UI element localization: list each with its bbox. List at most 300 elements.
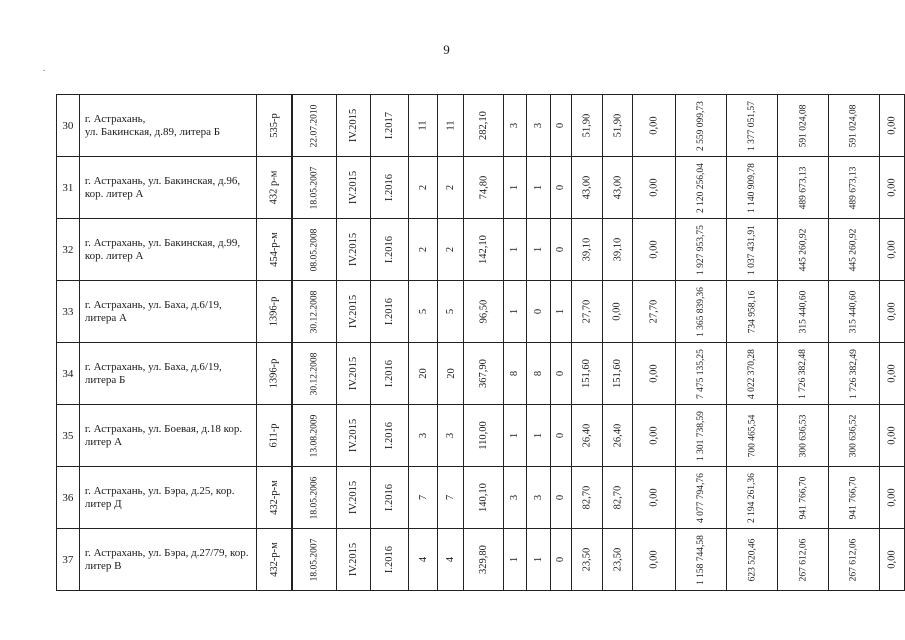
planned-start-cell: [337, 343, 371, 405]
address-cell: [79, 157, 256, 219]
premises-municipal-cell: [550, 95, 571, 157]
area-municipal-cell: [632, 467, 675, 529]
premises-total-text: 8: [509, 370, 521, 377]
cost-other-text: 0,00: [886, 116, 898, 135]
cost-local-text: 1 726 382,49: [848, 349, 859, 399]
planned-start-text: IV.2015: [348, 356, 360, 391]
premises-private-text: 8: [532, 370, 544, 377]
cost-total-text: 2 120 256,04: [696, 163, 707, 213]
premises-private-cell: [526, 281, 550, 343]
residents-to-relocate-cell: [438, 405, 464, 467]
cost-local-text: 267 612,06: [848, 538, 859, 582]
address-text: г. Астрахань, ул. Баха, д.6/19, литера А: [84, 298, 222, 324]
area-total-text: 39,10: [581, 237, 593, 262]
cost-local-text: 591 024,08: [848, 104, 859, 148]
residents-to-relocate-cell: [438, 343, 464, 405]
table-row: [57, 281, 905, 343]
document-number-cell: [256, 219, 292, 281]
address-cell: [79, 95, 256, 157]
row-number: 32: [57, 219, 80, 281]
premises-private-cell: [526, 529, 550, 591]
premises-municipal-cell: [550, 157, 571, 219]
residents-total-text: 7: [417, 494, 429, 501]
cost-local-cell: [828, 281, 879, 343]
cost-region-cell: [777, 467, 828, 529]
document-number-text: 432-р-м: [268, 542, 280, 577]
area-private-text: 43,00: [612, 175, 623, 200]
planned-start-text: IV.2015: [348, 542, 360, 577]
document-number-text: 611-р: [268, 423, 280, 448]
premises-total-cell: [503, 219, 526, 281]
premises-municipal-cell: [550, 529, 571, 591]
cost-local-text: 315 440,60: [848, 290, 859, 334]
cost-fund-text: 734 958,16: [747, 290, 757, 334]
row-number: 30: [57, 95, 80, 157]
address-text: г. Астрахань, ул. Боевая, д.18 кор. литер А: [84, 422, 243, 448]
cost-region-cell: [777, 219, 828, 281]
premises-municipal-text: 0: [555, 184, 567, 191]
area-private-text: 39,10: [612, 237, 623, 262]
premises-total-cell: [503, 281, 526, 343]
address-text: г. Астрахань, ул. Бакинская, д.99, кор. литер А: [84, 236, 241, 262]
address-cell: [79, 467, 256, 529]
residents-total-text: 4: [417, 556, 429, 563]
document-date-text: 30.12.2008: [309, 290, 320, 334]
cost-fund-cell: [727, 219, 778, 281]
residents-to-relocate-text: 11: [445, 120, 457, 131]
cost-fund-cell: [727, 405, 778, 467]
cost-local-text: 941 766,70: [848, 476, 859, 520]
residents-to-relocate-text: 4: [445, 556, 457, 563]
residents-total-text: 3: [417, 432, 429, 439]
premises-private-text: 3: [532, 494, 544, 501]
house-area-text: 329,80: [478, 545, 490, 574]
document-date-text: 13.08.2009: [309, 414, 320, 458]
house-area-cell: [464, 343, 503, 405]
planned-start-cell: [337, 95, 371, 157]
premises-total-cell: [503, 95, 526, 157]
area-private-text: 26,40: [612, 423, 623, 448]
house-area-cell: [464, 95, 503, 157]
area-private-text: 0,00: [612, 302, 623, 321]
document-number-cell: [256, 405, 292, 467]
area-municipal-cell: [632, 281, 675, 343]
cost-region-cell: [777, 95, 828, 157]
address-cell: [79, 219, 256, 281]
premises-municipal-cell: [550, 343, 571, 405]
cost-region-cell: [777, 281, 828, 343]
cost-other-cell: [879, 529, 904, 591]
cost-total-cell: [676, 343, 727, 405]
document-date-text: 18.05.2007: [309, 166, 320, 210]
cost-other-text: 0,00: [886, 240, 898, 259]
area-private-cell: [603, 467, 633, 529]
premises-private-cell: [526, 343, 550, 405]
area-private-cell: [603, 405, 633, 467]
premises-private-cell: [526, 467, 550, 529]
premises-private-text: 1: [532, 184, 544, 191]
area-total-text: 51,90: [581, 113, 593, 138]
premises-municipal-text: 0: [555, 432, 567, 439]
premises-total-cell: [503, 467, 526, 529]
document-date-cell: [292, 405, 336, 467]
premises-total-cell: [503, 157, 526, 219]
premises-total-cell: [503, 405, 526, 467]
cost-other-text: 0,00: [886, 364, 898, 383]
planned-start-cell: [337, 405, 371, 467]
premises-private-cell: [526, 95, 550, 157]
cost-region-text: 315 440,60: [797, 290, 808, 334]
planned-start-text: IV.2015: [348, 170, 360, 205]
table-row: [57, 467, 905, 529]
residents-total-text: 11: [417, 120, 429, 131]
area-total-cell: [571, 343, 602, 405]
document-date-cell: [292, 343, 336, 405]
residents-to-relocate-cell: [438, 157, 464, 219]
cost-fund-cell: [727, 343, 778, 405]
address-cell: [79, 405, 256, 467]
document-date-cell: [292, 467, 336, 529]
document-number-text: 535-р: [268, 113, 280, 138]
cost-region-text: 267 612,06: [797, 538, 808, 582]
premises-municipal-text: 0: [555, 494, 567, 501]
planned-end-cell: [371, 95, 409, 157]
area-private-cell: [603, 281, 633, 343]
document-date-cell: [292, 157, 336, 219]
table-row: [57, 219, 905, 281]
planned-start-cell: [337, 467, 371, 529]
area-municipal-cell: [632, 95, 675, 157]
address-cell: [79, 529, 256, 591]
cost-total-text: 1 365 839,36: [696, 287, 707, 337]
planned-start-cell: [337, 157, 371, 219]
premises-municipal-cell: [550, 467, 571, 529]
area-total-cell: [571, 529, 602, 591]
address-text: г. Астрахань, ул. Бэра, д.25, кор. литер Д: [84, 484, 235, 510]
area-municipal-text: 0,00: [648, 488, 660, 507]
residents-to-relocate-cell: [438, 219, 464, 281]
table-row: [57, 95, 905, 157]
document-number-cell: [256, 467, 292, 529]
planned-start-text: IV.2015: [348, 418, 360, 453]
area-total-cell: [571, 467, 602, 529]
planned-end-cell: [371, 529, 409, 591]
premises-private-text: 3: [532, 122, 544, 129]
cost-total-text: 1 301 738,59: [696, 411, 707, 461]
premises-total-cell: [503, 343, 526, 405]
premises-private-text: 1: [532, 556, 544, 563]
planned-start-cell: [337, 219, 371, 281]
table-row: [57, 157, 905, 219]
cost-fund-text: 2 194 261,36: [747, 473, 757, 523]
cost-local-cell: [828, 157, 879, 219]
premises-municipal-text: 0: [555, 246, 567, 253]
area-private-cell: [603, 95, 633, 157]
house-area-cell: [464, 467, 503, 529]
cost-total-text: 1 927 953,75: [696, 225, 707, 275]
premises-total-text: 1: [509, 308, 521, 315]
premises-private-text: 1: [532, 432, 544, 439]
document-number-cell: [256, 343, 292, 405]
cost-other-text: 0,00: [886, 550, 898, 569]
cost-region-cell: [777, 405, 828, 467]
cost-fund-text: 1 140 909,78: [747, 163, 757, 213]
planned-end-cell: [371, 343, 409, 405]
cost-other-cell: [879, 95, 904, 157]
table-body: [57, 95, 905, 591]
cost-fund-text: 623 520,46: [747, 538, 757, 582]
address-text: г. Астрахань, ул. Бакинская, д.96, кор. литер А: [84, 174, 241, 200]
area-municipal-cell: [632, 405, 675, 467]
document-date-cell: [292, 219, 336, 281]
area-municipal-cell: [632, 157, 675, 219]
row-number: 35: [57, 405, 80, 467]
cost-local-text: 300 636,52: [848, 414, 859, 458]
cost-total-cell: [676, 281, 727, 343]
house-area-text: 142,10: [478, 235, 490, 264]
area-municipal-text: 0,00: [648, 178, 660, 197]
document-date-text: 18.05.2007: [309, 538, 320, 582]
cost-total-cell: [676, 405, 727, 467]
planned-end-cell: [371, 281, 409, 343]
cost-other-text: 0,00: [886, 488, 898, 507]
cost-region-text: 1 726 382,48: [797, 349, 808, 399]
cost-local-cell: [828, 529, 879, 591]
premises-private-cell: [526, 219, 550, 281]
planned-end-cell: [371, 405, 409, 467]
cost-region-cell: [777, 343, 828, 405]
residents-to-relocate-text: 3: [445, 432, 457, 439]
planned-end-text: I.2016: [384, 297, 396, 326]
premises-municipal-text: 1: [555, 308, 567, 315]
residents-total-cell: [408, 405, 437, 467]
residents-total-cell: [408, 343, 437, 405]
premises-total-text: 3: [509, 494, 521, 501]
planned-end-text: I.2016: [384, 421, 396, 450]
planned-start-cell: [337, 281, 371, 343]
document-date-text: 30.12.2008: [309, 352, 320, 396]
area-total-cell: [571, 95, 602, 157]
area-total-cell: [571, 219, 602, 281]
cost-local-cell: [828, 343, 879, 405]
area-total-cell: [571, 405, 602, 467]
cost-total-cell: [676, 219, 727, 281]
premises-total-text: 3: [509, 122, 521, 129]
house-area-cell: [464, 405, 503, 467]
area-municipal-text: 0,00: [648, 426, 660, 445]
cost-fund-text: 700 465,54: [747, 414, 757, 458]
cost-fund-cell: [727, 281, 778, 343]
house-area-text: 96,50: [478, 299, 490, 324]
cost-fund-text: 1 037 431,91: [747, 225, 757, 275]
house-area-cell: [464, 529, 503, 591]
cost-total-text: 4 077 794,76: [696, 473, 707, 523]
premises-private-cell: [526, 405, 550, 467]
house-area-text: 367,90: [478, 359, 490, 388]
cost-other-text: 0,00: [886, 302, 898, 321]
document-number-cell: [256, 157, 292, 219]
residents-total-text: 5: [417, 308, 429, 315]
table-row: [57, 405, 905, 467]
cost-fund-cell: [727, 95, 778, 157]
planned-start-text: IV.2015: [348, 108, 360, 143]
residents-total-cell: [408, 281, 437, 343]
cost-region-text: 591 024,08: [797, 104, 808, 148]
area-municipal-text: 0,00: [648, 116, 660, 135]
premises-private-text: 0: [532, 308, 544, 315]
cost-other-cell: [879, 157, 904, 219]
planned-end-cell: [371, 467, 409, 529]
area-municipal-text: 27,70: [648, 299, 660, 324]
row-number: 37: [57, 529, 80, 591]
cost-fund-text: 4 022 370,28: [747, 349, 757, 399]
area-private-cell: [603, 343, 633, 405]
premises-total-text: 1: [509, 184, 521, 191]
row-number: 36: [57, 467, 80, 529]
premises-municipal-cell: [550, 219, 571, 281]
row-number: 34: [57, 343, 80, 405]
area-municipal-text: 0,00: [648, 550, 660, 569]
premises-municipal-cell: [550, 405, 571, 467]
residents-total-text: 2: [417, 184, 429, 191]
cost-other-text: 0,00: [886, 426, 898, 445]
cost-fund-cell: [727, 529, 778, 591]
cost-total-cell: [676, 157, 727, 219]
area-private-cell: [603, 529, 633, 591]
cost-other-cell: [879, 467, 904, 529]
planned-end-text: I.2017: [384, 111, 396, 140]
area-total-text: 82,70: [581, 485, 593, 510]
cost-region-text: 300 636,53: [797, 414, 808, 458]
house-area-cell: [464, 219, 503, 281]
cost-total-text: 2 559 099,73: [696, 101, 707, 151]
register-table: [56, 94, 905, 591]
area-total-cell: [571, 157, 602, 219]
residents-total-text: 20: [417, 368, 429, 379]
address-text: г. Астрахань, ул. Баха, д.6/19, литера Б: [84, 360, 222, 386]
premises-municipal-text: 0: [555, 556, 567, 563]
planned-end-cell: [371, 219, 409, 281]
document-date-cell: [292, 529, 336, 591]
area-private-text: 151,60: [612, 359, 623, 388]
planned-start-cell: [337, 529, 371, 591]
area-total-text: 43,00: [581, 175, 593, 200]
area-total-text: 27,70: [581, 299, 593, 324]
document-number-text: 454-р-м: [268, 232, 280, 267]
document-date-cell: [292, 95, 336, 157]
house-area-text: 282,10: [478, 111, 490, 140]
residents-to-relocate-text: 7: [445, 494, 457, 501]
area-private-text: 23,50: [612, 547, 623, 572]
address-cell: [79, 281, 256, 343]
cost-local-cell: [828, 405, 879, 467]
cost-total-text: 7 475 135,25: [696, 349, 707, 399]
residents-to-relocate-cell: [438, 281, 464, 343]
document-number-cell: [256, 95, 292, 157]
table-row: [57, 343, 905, 405]
area-private-text: 82,70: [612, 485, 623, 510]
area-private-cell: [603, 157, 633, 219]
cost-local-text: 445 260,92: [848, 228, 859, 272]
cost-fund-cell: [727, 157, 778, 219]
house-area-cell: [464, 281, 503, 343]
cost-region-cell: [777, 529, 828, 591]
area-private-cell: [603, 219, 633, 281]
residents-total-text: 2: [417, 246, 429, 253]
scan-mark: .: [43, 63, 46, 73]
cost-region-text: 489 673,13: [797, 166, 808, 210]
area-total-cell: [571, 281, 602, 343]
premises-total-text: 1: [509, 556, 521, 563]
planned-start-text: IV.2015: [348, 480, 360, 515]
residents-total-cell: [408, 157, 437, 219]
planned-start-text: IV.2015: [348, 232, 360, 267]
document-number-text: 432-р-м: [268, 480, 280, 515]
residents-to-relocate-text: 2: [445, 184, 457, 191]
area-total-text: 151,60: [581, 359, 593, 388]
cost-other-cell: [879, 281, 904, 343]
area-total-text: 23,50: [581, 547, 593, 572]
row-number: 33: [57, 281, 80, 343]
residents-total-cell: [408, 219, 437, 281]
residents-to-relocate-text: 5: [445, 308, 457, 315]
cost-region-text: 445 260,92: [797, 228, 808, 272]
area-municipal-text: 0,00: [648, 240, 660, 259]
premises-municipal-text: 0: [555, 122, 567, 129]
residents-to-relocate-cell: [438, 95, 464, 157]
planned-end-text: I.2016: [384, 545, 396, 574]
house-area-text: 74,80: [478, 175, 490, 200]
area-municipal-cell: [632, 529, 675, 591]
cost-fund-cell: [727, 467, 778, 529]
document-number-text: 1396-р: [268, 296, 280, 327]
premises-private-cell: [526, 157, 550, 219]
document-number-text: 432 р-м: [268, 170, 280, 205]
document-number-cell: [256, 529, 292, 591]
residents-total-cell: [408, 529, 437, 591]
area-private-text: 51,90: [612, 113, 623, 138]
cost-total-cell: [676, 467, 727, 529]
cost-local-cell: [828, 219, 879, 281]
page-number: 9: [443, 42, 450, 57]
planned-end-text: I.2016: [384, 359, 396, 388]
residents-to-relocate-text: 2: [445, 246, 457, 253]
cost-total-cell: [676, 529, 727, 591]
cost-local-cell: [828, 95, 879, 157]
planned-end-cell: [371, 157, 409, 219]
area-municipal-cell: [632, 219, 675, 281]
address-cell: [79, 343, 256, 405]
planned-end-text: I.2016: [384, 173, 396, 202]
premises-municipal-text: 0: [555, 370, 567, 377]
cost-other-cell: [879, 343, 904, 405]
premises-total-text: 1: [509, 246, 521, 253]
row-number: 31: [57, 157, 80, 219]
residents-to-relocate-cell: [438, 467, 464, 529]
premises-municipal-cell: [550, 281, 571, 343]
cost-local-cell: [828, 467, 879, 529]
area-municipal-cell: [632, 343, 675, 405]
document-date-text: 08.05.2008: [309, 228, 320, 272]
document-date-text: 22.07.2010: [309, 104, 320, 148]
premises-private-text: 1: [532, 246, 544, 253]
address-text: г. Астрахань, ул. Бэра, д.27/79, кор. литер В: [84, 546, 249, 572]
cost-fund-text: 1 377 051,57: [747, 101, 757, 151]
document-number-text: 1396-р: [268, 358, 280, 389]
residents-total-cell: [408, 95, 437, 157]
house-area-cell: [464, 157, 503, 219]
document-date-cell: [292, 281, 336, 343]
